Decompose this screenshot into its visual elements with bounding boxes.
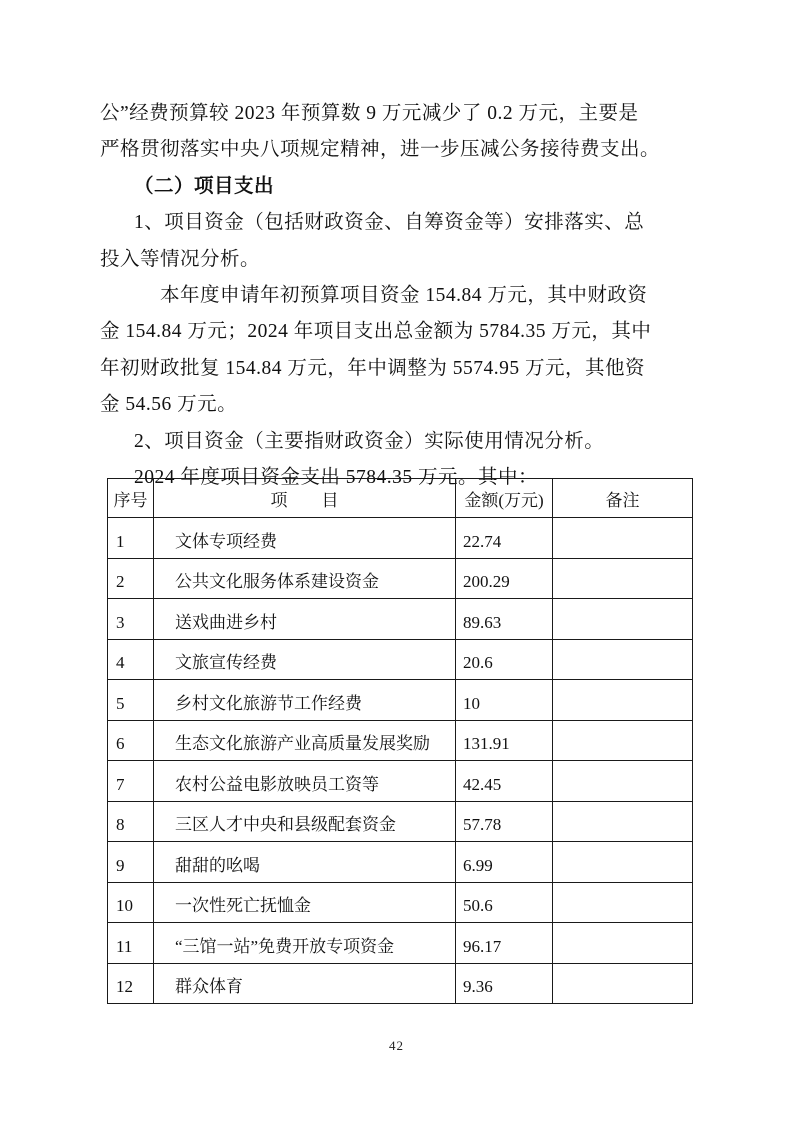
cell-amount: 96.17	[456, 923, 553, 964]
table-row	[108, 639, 693, 680]
cell-note	[553, 923, 693, 964]
cell-item: “三馆一站”免费开放专项资金	[154, 923, 456, 964]
cell-note	[553, 801, 693, 842]
cell-amount: 10	[456, 680, 553, 721]
cell-index: 4	[108, 639, 154, 680]
cell-amount: 89.63	[456, 599, 553, 640]
body-line: 1、项目资金（包括财政资金、自筹资金等）安排落实、总	[134, 212, 645, 234]
header-amount: 金额(万元)	[456, 479, 553, 518]
cell-amount: 50.6	[456, 882, 553, 923]
body-line: 金 54.56 万元。	[100, 394, 238, 416]
cell-index: 5	[108, 680, 154, 721]
cell-item: 文体专项经费	[154, 518, 456, 559]
body-line: 金 154.84 万元；2024 年项目支出总金额为 5784.35 万元，其中	[100, 321, 652, 343]
cell-amount: 57.78	[456, 801, 553, 842]
cell-item: 生态文化旅游产业高质量发展奖励	[154, 720, 456, 761]
project-expense-table	[107, 478, 693, 1004]
cell-note	[553, 882, 693, 923]
header-item: 项 目	[154, 479, 456, 518]
cell-note	[553, 599, 693, 640]
cell-index: 10	[108, 882, 154, 923]
cell-item: 公共文化服务体系建设资金	[154, 558, 456, 599]
cell-index: 9	[108, 842, 154, 883]
cell-note	[553, 720, 693, 761]
cell-index: 8	[108, 801, 154, 842]
cell-note	[553, 518, 693, 559]
cell-item: 乡村文化旅游节工作经费	[154, 680, 456, 721]
cell-index: 12	[108, 963, 154, 1004]
cell-amount: 42.45	[456, 761, 553, 802]
table-row	[108, 680, 693, 721]
cell-index: 1	[108, 518, 154, 559]
body-line: 投入等情况分析。	[100, 248, 261, 270]
cell-note	[553, 761, 693, 802]
cell-note	[553, 963, 693, 1004]
cell-item: 甜甜的吆喝	[154, 842, 456, 883]
table-row	[108, 761, 693, 802]
cell-item: 送戏曲进乡村	[154, 599, 456, 640]
cell-index: 7	[108, 761, 154, 802]
table-row	[108, 882, 693, 923]
cell-amount: 20.6	[456, 639, 553, 680]
table-row	[108, 842, 693, 883]
table-row	[108, 801, 693, 842]
cell-amount: 9.36	[456, 963, 553, 1004]
body-line: 公”经费预算较 2023 年预算数 9 万元减少了 0.2 万元，主要是	[100, 103, 639, 124]
cell-amount: 131.91	[456, 720, 553, 761]
table-row	[108, 558, 693, 599]
cell-note	[553, 639, 693, 680]
cell-index: 11	[108, 923, 154, 964]
section-heading: （二）项目支出	[134, 175, 275, 197]
cell-item: 群众体育	[154, 963, 456, 1004]
body-line: 严格贯彻落实中央八项规定精神，进一步压减公务接待费支出。	[100, 139, 661, 161]
cell-amount: 200.29	[456, 558, 553, 599]
body-text	[100, 96, 696, 496]
table-row	[108, 963, 693, 1004]
cell-index: 2	[108, 558, 154, 599]
cell-item: 文旅宣传经费	[154, 639, 456, 680]
body-line: 年初财政批复 154.84 万元，年中调整为 5574.95 万元，其他资	[100, 357, 646, 379]
table-header-row	[108, 479, 693, 518]
table-row	[108, 720, 693, 761]
cell-item: 三区人才中央和县级配套资金	[154, 801, 456, 842]
body-line: 本年度申请年初预算项目资金 154.84 万元，其中财政资	[160, 284, 648, 306]
cell-note	[553, 842, 693, 883]
table-row	[108, 518, 693, 559]
cell-note	[553, 680, 693, 721]
header-note: 备注	[553, 479, 693, 518]
page-number: 42	[389, 1038, 404, 1053]
table-row	[108, 599, 693, 640]
body-line: 2、项目资金（主要指财政资金）实际使用情况分析。	[134, 430, 605, 452]
table-row	[108, 923, 693, 964]
cell-item: 农村公益电影放映员工资等	[154, 761, 456, 802]
cell-note	[553, 558, 693, 599]
cell-amount: 6.99	[456, 842, 553, 883]
cell-amount: 22.74	[456, 518, 553, 559]
cell-item: 一次性死亡抚恤金	[154, 882, 456, 923]
cell-index: 6	[108, 720, 154, 761]
body-line: 2024 年度项目资金支出 5784.35 万元。其中：	[134, 466, 539, 488]
header-index: 序号	[108, 479, 154, 518]
cell-index: 3	[108, 599, 154, 640]
